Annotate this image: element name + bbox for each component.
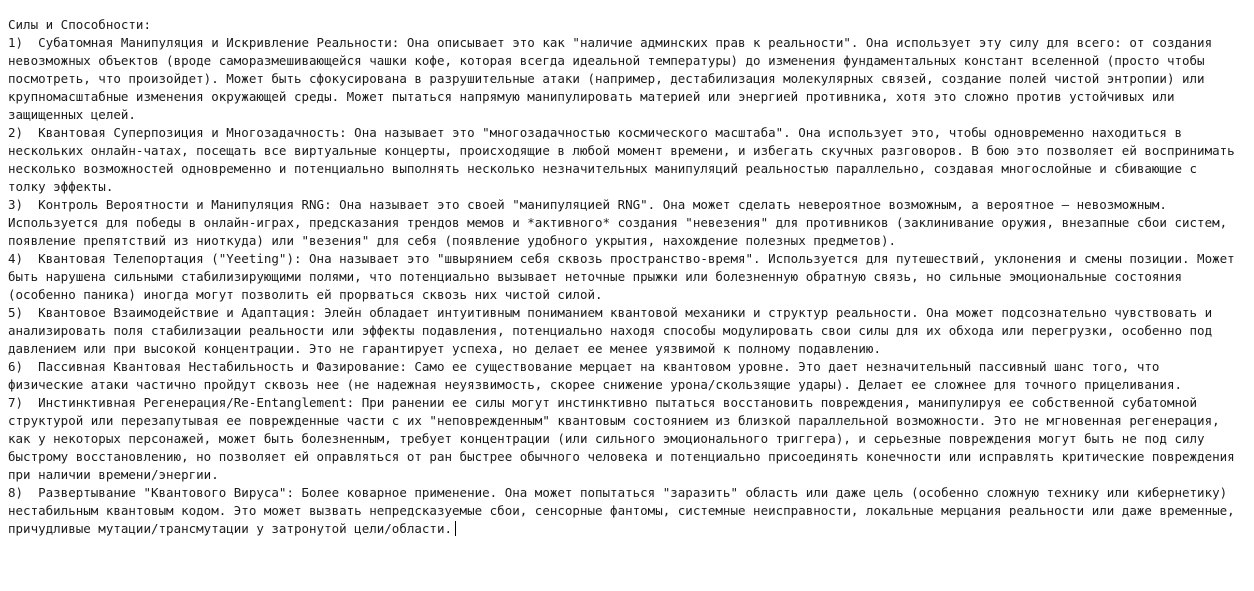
list-item: 8) Развертывание "Квантового Вируса": Более коварное применение. Она может попытаться "заразить" область или даже цель (особенно сложную технику или кибернетику) нестабильным квантовым кодом. Это может вызвать непредсказуемые сбои, сенсорные фантомы, системные неисправности, локальные мерцания реальности или даже временные, причудливые мутации/трансмутации у затронутой цели/области. bbox=[8, 485, 1243, 536]
list-item: 7) Инстинктивная Регенерация/Re-Entanglement: При ранении ее силы могут инстинктивно пытаться восстановить повреждения, манипулируя ее собственной субатомной структурой или перезапутывая ее поврежденные части с их "неповрежденным" квантовым состоянием из близкой параллельной возможности. Это не мгновенная регенерация, как у некоторых персонажей, может быть болезненным, требует концентрации (или сильного эмоционального триггера), и серьезные повреждения могут быть не под силу быстрому восстановлению, но позволяет ей оправляться от ран быстрее обычного человека и потенциально присоединять конечности или исправлять критические повреждения при наличии времени/энергии. bbox=[8, 395, 1243, 482]
list-item: 3) Контроль Вероятности и Манипуляция RNG: Она называет это своей "манипуляцией RNG". Она может сделать невероятное возможным, а вероятное – невозможным. Используется для победы в онлайн-играх, предсказания трендов мемов и *активного* создания "невезения" для противников (заклинивание оружия, внезапные сбои систем, появление препятствий из ниоткуда) или "везения" для себя (появление удобного укрытия, нахождение полезных предметов). bbox=[8, 197, 1235, 248]
list-item: 5) Квантовое Взаимодействие и Адаптация: Элейн обладает интуитивным пониманием квантовой механики и структур реальности. Она может подсознательно чувствовать и анализировать поля стабилизации реальности или эффекты подавления, потенциально находя способы модулировать свои силы для их обхода или перегрузки, особенно под давлением или при высокой концентрации. Это не гарантирует успеха, но делает ее менее уязвимой к полному подавлению. bbox=[8, 305, 1220, 356]
list-item: 1) Субатомная Манипуляция и Искривление Реальности: Она описывает это как "наличие админских прав к реальности". Она использует эту силу для всего: от создания невозможных объектов (вроде саморазмешивающейся чашки кофе, которая всегда идеальной температуры) до изменения фундаментальных констант вселенной (просто чтобы посмотреть, что произойдет). Может быть сфокусирована в разрушительные атаки (например, дестабилизация молекулярных связей, создание полей чистой энтропии) или крупномасштабные изменения окружающей среды. Может пытаться напрямую манипулировать материей или энергией противника, хотя это сложно против устойчивых или защищенных целей. bbox=[8, 35, 1220, 122]
list-item: 4) Квантовая Телепортация ("Yeeting"): Она называет это "швырянием себя сквозь пространство-время". Используется для путешествий, уклонения и смены позиции. Может быть нарушена сильными стабилизирующими полями, что потенциально вызывает неточные прыжки или болезненную обратную связь, но сильные эмоциональные состояния (особенно паника) иногда могут позволить ей прорваться сквозь них чистой силой. bbox=[8, 251, 1243, 302]
list-item: 2) Квантовая Суперпозиция и Многозадачность: Она называет это "многозадачностью космического масштаба". Она использует это, чтобы одновременно находиться в нескольких онлайн-чатах, посещать все виртуальные концерты, происходящие в любой момент времени, и избегать скучных разговоров. В бою это позволяет ей воспринимать несколько возможностей одновременно и потенциально выполнять несколько незначительных манипуляций реальностью параллельно, создавая многослойные и сбивающие с толку эффекты. bbox=[8, 125, 1243, 194]
list-item: 6) Пассивная Квантовая Нестабильность и Фазирование: Само ее существование мерцает на квантовом уровне. Это дает незначительный пассивный шанс того, что физические атаки частично пройдут сквозь нее (не надежная неуязвимость, скорее снижение урона/скользящие удары). Делает ее сложнее для точного прицеливания. bbox=[8, 359, 1182, 392]
last-line bbox=[8, 484, 1243, 538]
text-caret bbox=[455, 521, 456, 536]
document-heading: Силы и Способности: bbox=[8, 17, 151, 32]
